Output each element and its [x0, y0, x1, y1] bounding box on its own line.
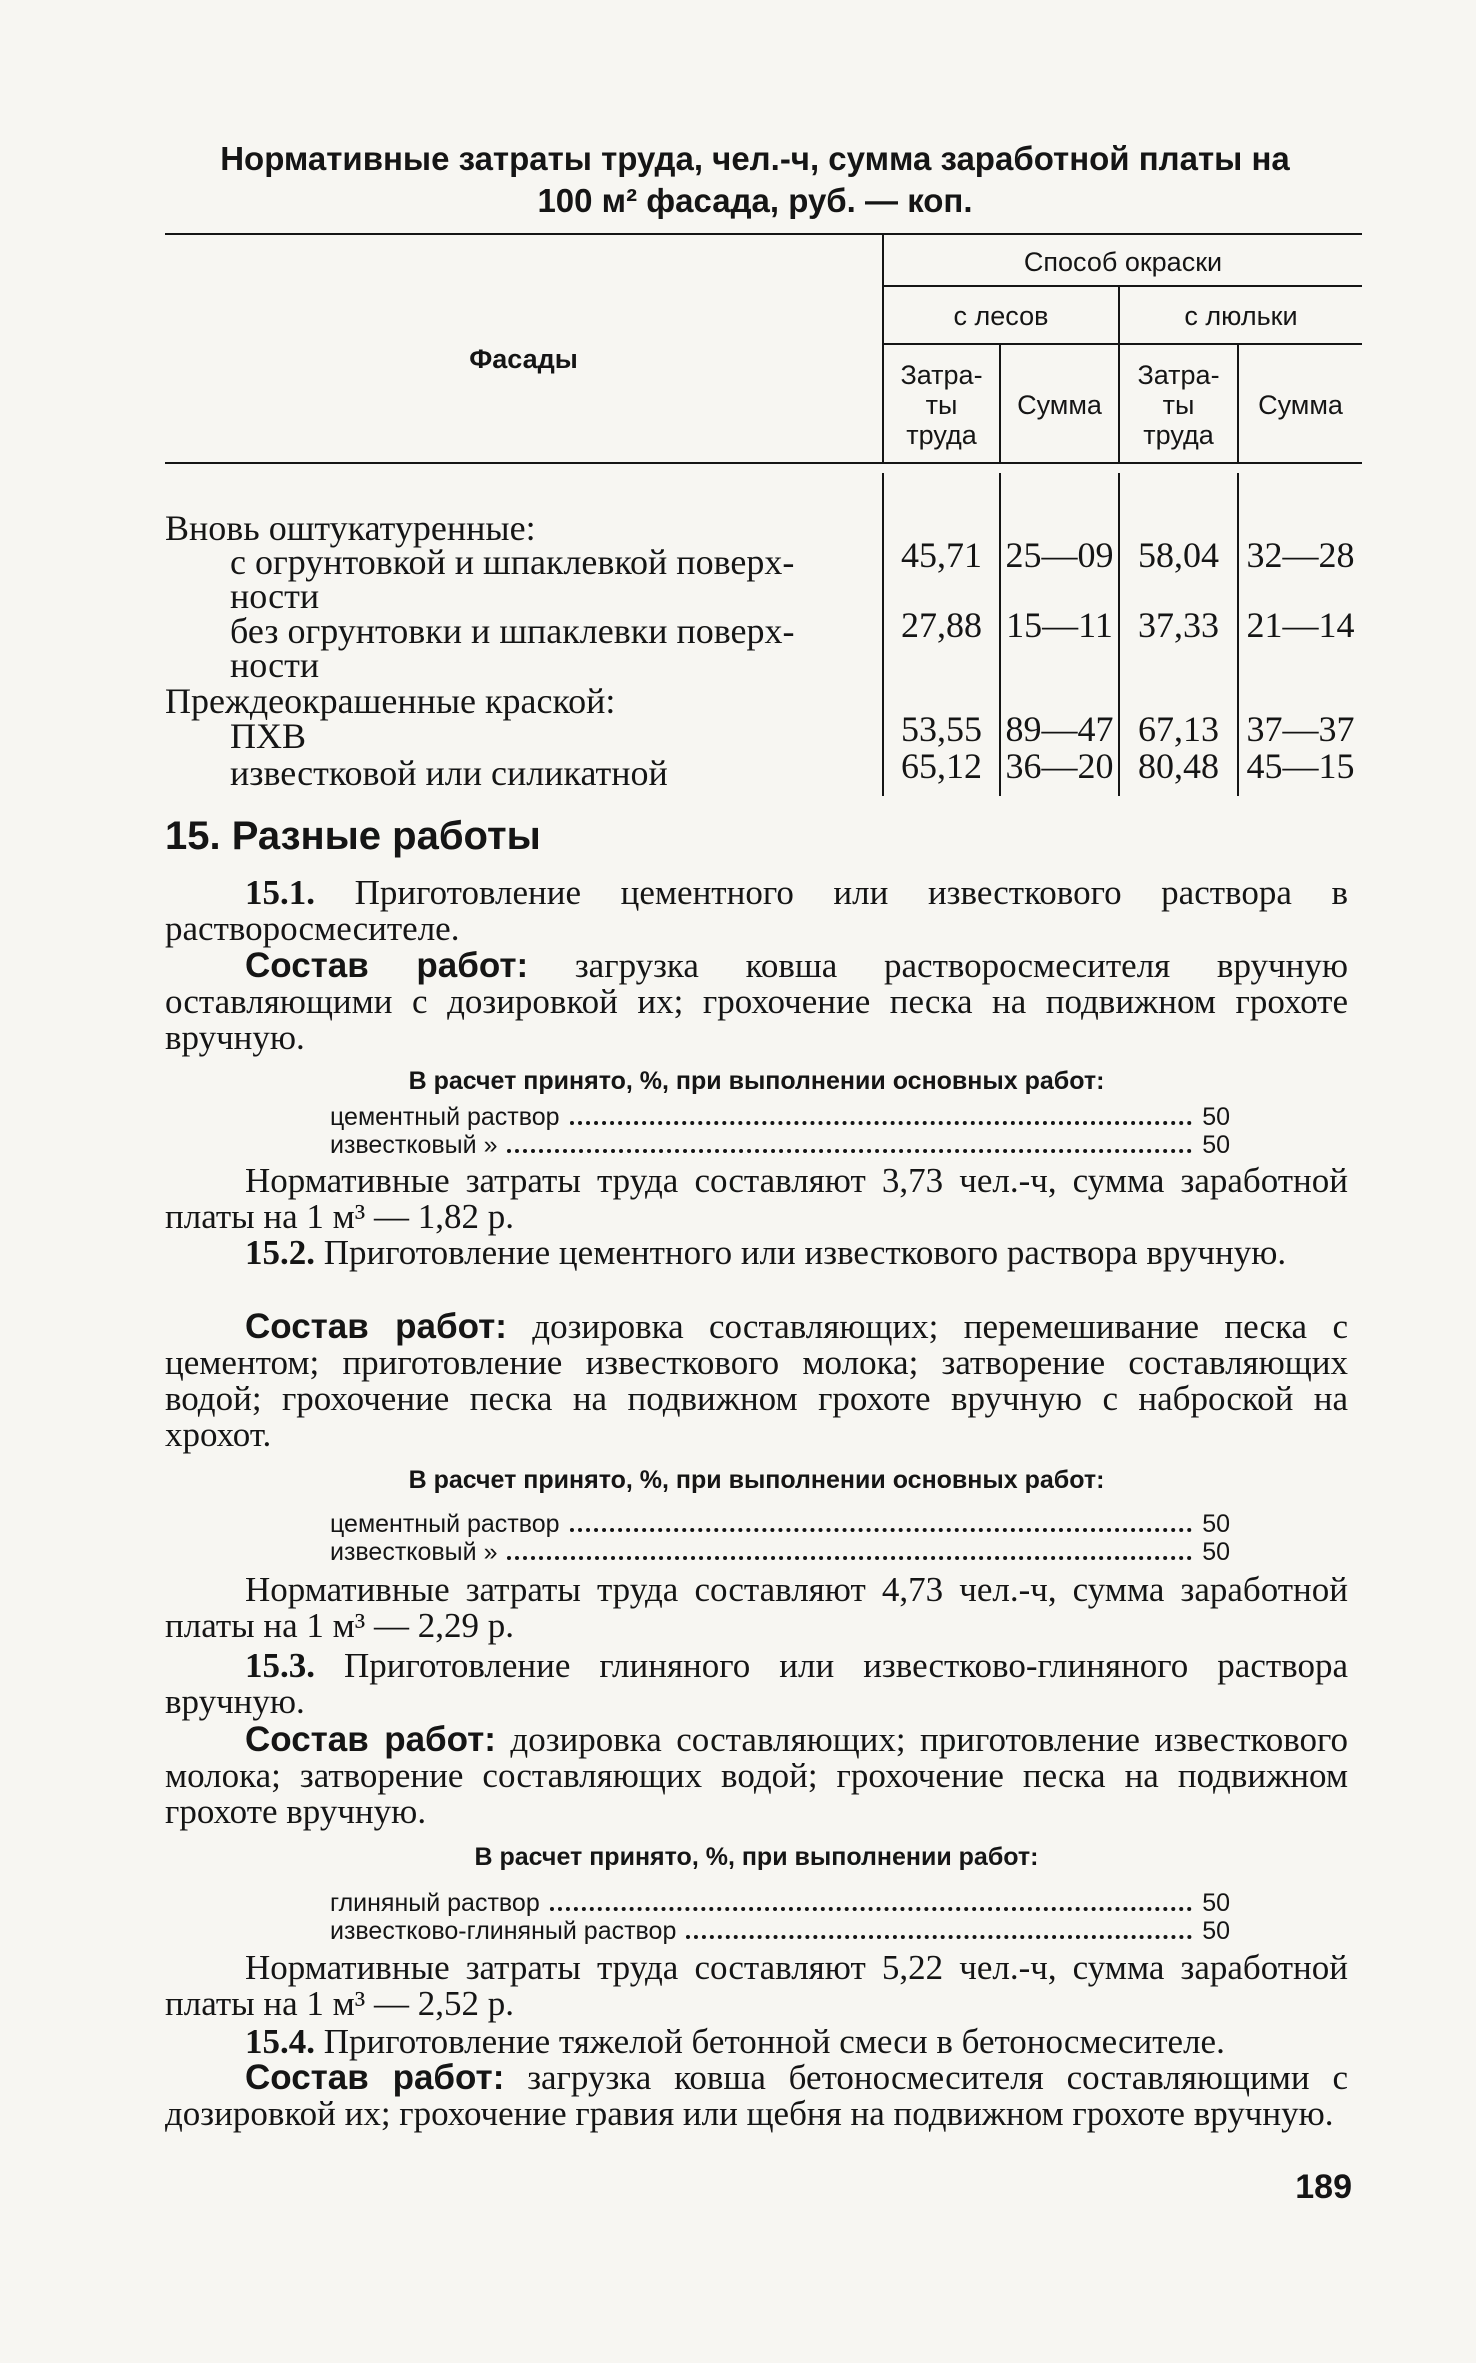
calc-line-label: известковый » [330, 1131, 498, 1159]
cell-sum-scaffold: 36—20 [1005, 746, 1114, 786]
table-caption-line-2: 100 м² фасада, руб. — коп. [537, 182, 973, 219]
composition-label: Состав работ: [245, 1307, 507, 1346]
page-number: 189 [1295, 2168, 1352, 2206]
calc-line [330, 1889, 1230, 1917]
cell-sum-cradle: 21—14 [1246, 605, 1355, 645]
row-label: ности [230, 576, 320, 616]
cell-sum-cradle: 32—28 [1246, 535, 1355, 575]
composition-text: загрузка ковша бетоносмесителя составляющими с дозировкой их; грохочение гравия или щебня на подвижном грохоте вручную. [165, 2058, 1348, 2133]
composition-text: дозировка составляющих; перемешивание песка с цементом; приготовление известкового молока; затворение составляющих водой; грохочение песка на подвижном грохоте вручную с наброской на хрохот. [165, 1307, 1348, 1454]
dot-leader [686, 1917, 1192, 1939]
cell-labor-scaffold: 45,71 [901, 535, 982, 575]
calc-line-label: известково-глиняный раствор [330, 1917, 677, 1945]
header-sum-cradle: Сумма [1258, 390, 1343, 420]
dot-leader [507, 1131, 1192, 1153]
calc-line-label: известковый » [330, 1538, 498, 1566]
item-title-text: Приготовление тяжелой бетонной смеси в бетоносмесителе. [315, 2022, 1225, 2061]
item-title-text: Приготовление цементного или известкового раствора вручную. [315, 1233, 1287, 1272]
item-number: 15.3. [245, 1646, 315, 1685]
item-title [165, 875, 1348, 947]
calc-line-value: 50 [1202, 1131, 1230, 1159]
calc-line [330, 1917, 1230, 1945]
calc-heading: В расчет принято, %, при выполнении основных работ: [408, 1466, 1105, 1494]
row-label: Вновь оштукатуренные: [165, 508, 536, 548]
item-title [165, 1648, 1348, 1720]
item-title-text: Приготовление цементного или известкового раствора в растворосмесителе. [165, 873, 1348, 948]
calc-heading: В расчет принято, %, при выполнении основных работ: [408, 1067, 1105, 1095]
row-label: ности [230, 645, 320, 685]
item-number: 15.2. [245, 1233, 315, 1272]
item-composition [165, 1309, 1348, 1453]
calc-line-label: цементный раствор [330, 1510, 560, 1538]
cell-sum-cradle: 37—37 [1246, 709, 1355, 749]
composition-text: дозировка составляющих; приготовление известкового молока; затворение составляющих водой; грохочение песка на подвижном грохоте вручную. [165, 1720, 1348, 1831]
row-label: с огрунтовкой и шпаклевкой поверх- [230, 542, 795, 582]
cell-labor-scaffold: 27,88 [901, 605, 982, 645]
item-composition [165, 1722, 1348, 1830]
norm-text: Нормативные затраты труда составляют 5,22 чел.-ч, сумма заработной платы на 1 м³ — 2,52 р. [165, 1948, 1348, 2023]
cell-labor-cradle: 58,04 [1138, 535, 1219, 575]
cell-sum-scaffold: 25—09 [1005, 535, 1114, 575]
norm-text: Нормативные затраты труда составляют 3,73 чел.-ч, сумма заработной платы на 1 м³ — 1,82 р. [165, 1161, 1348, 1236]
dot-leader [507, 1538, 1192, 1560]
item-title [165, 1235, 1348, 1271]
row-label: ПХВ [230, 716, 307, 756]
calc-line-value: 50 [1202, 1889, 1230, 1917]
calc-line-value: 50 [1202, 1103, 1230, 1131]
table-caption [170, 138, 1340, 222]
item-title [165, 2024, 1348, 2060]
calc-line [330, 1510, 1230, 1538]
calc-line-value: 50 [1202, 1510, 1230, 1538]
header-from-scaffold: с лесов [953, 301, 1049, 331]
cell-labor-cradle: 80,48 [1138, 746, 1219, 786]
calc-line-value: 50 [1202, 1917, 1230, 1945]
row-label: без огрунтовки и шпаклевки поверх- [230, 611, 795, 651]
calc-line-label: цементный раствор [330, 1103, 560, 1131]
cell-sum-cradle: 45—15 [1246, 746, 1355, 786]
section-title: 15. Разные работы [165, 814, 541, 858]
item-number: 15.4. [245, 2022, 315, 2061]
method-underline [884, 285, 1362, 287]
cell-sum-scaffold: 15—11 [1006, 605, 1113, 645]
header-from-cradle: с люльки [1184, 301, 1298, 331]
row-label: Преждеокрашенные краской: [165, 681, 616, 721]
table-top-rule [165, 233, 1362, 235]
norm-text: Нормативные затраты труда составляют 4,73 чел.-ч, сумма заработной платы на 1 м³ — 2,29 р. [165, 1570, 1348, 1645]
row-label: известковой или силикатной [230, 753, 668, 793]
calc-line-value: 50 [1202, 1538, 1230, 1566]
table-header-bottom-rule [165, 462, 1362, 464]
calc-line [330, 1131, 1230, 1159]
header-labor-scaffold: Затра- ты труда [900, 360, 983, 450]
calc-heading: В расчет принято, %, при выполнении работ: [474, 1843, 1039, 1871]
header-labor-cradle: Затра- ты труда [1137, 360, 1220, 450]
calc-line-label: глиняный раствор [330, 1889, 540, 1917]
dot-leader [570, 1103, 1193, 1125]
header-sum-scaffold: Сумма [1017, 390, 1102, 420]
header-method: Способ окраски [1023, 247, 1223, 277]
calc-line [330, 1103, 1230, 1131]
header-facades: Фасады [469, 344, 578, 374]
cell-labor-scaffold: 65,12 [901, 746, 982, 786]
composition-label: Состав работ: [245, 946, 529, 985]
composition-label: Состав работ: [245, 2058, 505, 2097]
composition-text: загрузка ковша растворосмесителя вручную оставляющими с дозировкой их; грохочение песка на подвижном грохоте вручную. [165, 946, 1348, 1057]
subgroup-underline [884, 343, 1362, 345]
item-title-text: Приготовление глиняного или известково-глиняного раствора вручную. [165, 1646, 1348, 1721]
composition-label: Состав работ: [245, 1720, 496, 1759]
item-composition [165, 948, 1348, 1056]
item-number: 15.1. [245, 873, 315, 912]
cell-labor-cradle: 67,13 [1138, 709, 1219, 749]
table-caption-line-1: Нормативные затраты труда, чел.-ч, сумма заработной платы на [220, 140, 1290, 177]
cell-sum-scaffold: 89—47 [1005, 709, 1114, 749]
dot-leader [550, 1889, 1192, 1911]
dot-leader [570, 1510, 1193, 1532]
item-composition [165, 2060, 1348, 2132]
cell-labor-cradle: 37,33 [1138, 605, 1219, 645]
calc-line [330, 1538, 1230, 1566]
cell-labor-scaffold: 53,55 [901, 709, 982, 749]
